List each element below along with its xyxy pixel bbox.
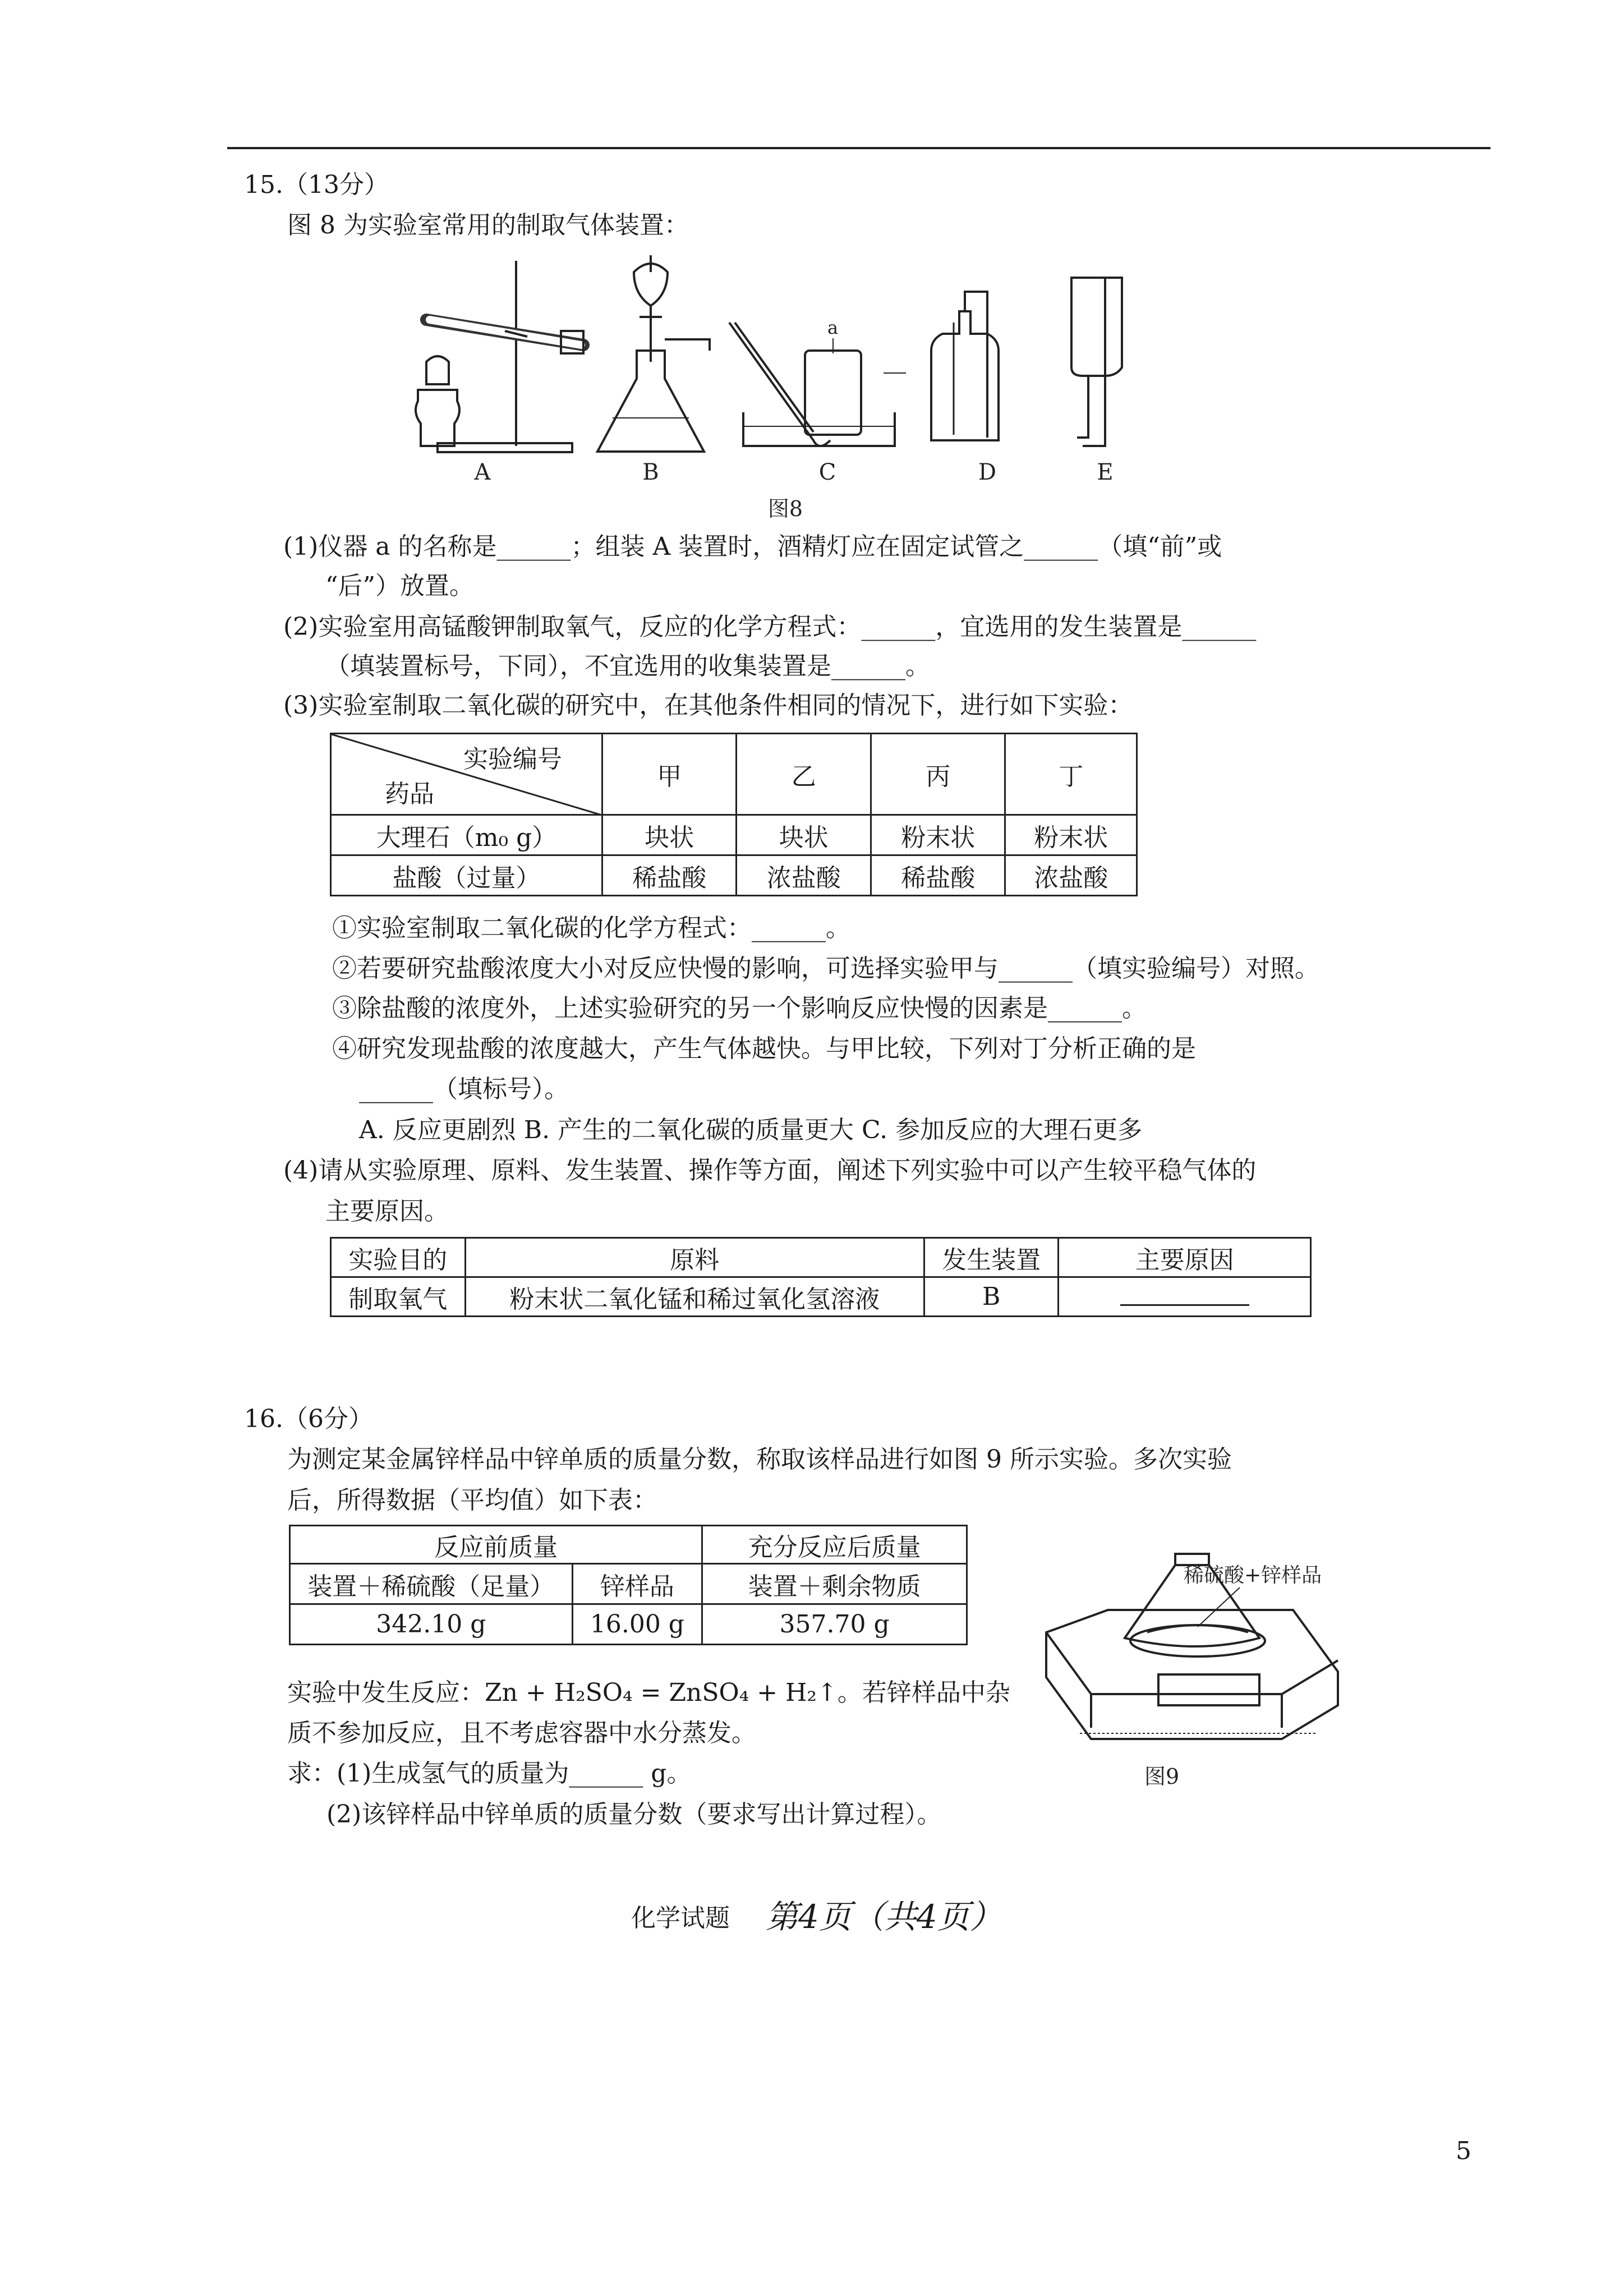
- q15-sub2: ②若要研究盐酸浓度大小对反应快慢的影响，可选择实验甲与______（填实验编号）对照。: [332, 954, 1319, 983]
- table1-diagonal-header: [331, 734, 602, 815]
- footer-handwritten: 第4页（共4页）: [766, 1898, 1002, 1936]
- table3-group1: 反应前质量: [290, 1526, 702, 1564]
- table2-header: 发生装置: [924, 1238, 1059, 1277]
- q15-p4-line1: (4)请从实验原理、原料、发生装置、操作等方面，阐述下列实验中可以产生较平稳气体的: [283, 1156, 1257, 1185]
- table3-sub: 装置＋稀硫酸（足量）: [290, 1564, 573, 1604]
- q15-options: A. 反应更剧烈 B. 产生的二氧化碳的质量更大 C. 参加反应的大理石更多: [359, 1116, 1143, 1144]
- q15-title: 15.（13分）: [244, 171, 389, 199]
- fig8-label-a: a: [827, 317, 839, 338]
- table2-cell: B: [924, 1277, 1059, 1317]
- fig8-label-C: C: [818, 459, 836, 485]
- q15-p2-line1: (2)实验室用高锰酸钾制取氧气，反应的化学方程式：______，宜选用的发生装置是______: [283, 613, 1257, 641]
- q16-ask1: 求：(1)生成氢气的质量为______ g。: [287, 1759, 692, 1788]
- table-oxygen-reason: [330, 1237, 1312, 1317]
- table-experiment-compare: [330, 733, 1138, 896]
- table1-cell: 稀盐酸: [602, 855, 737, 896]
- fig9-caption: 图9: [1144, 1764, 1180, 1789]
- q15-p1-line1: (1)仪器 a 的名称是______；组装 A 装置时，酒精灯应在固定试管之______（填“前”或: [283, 532, 1222, 561]
- table3-value: 357.70 g: [702, 1604, 967, 1645]
- q15-p4-line2: 主要原因。: [325, 1197, 449, 1226]
- table3-group2: 充分反应后质量: [702, 1526, 967, 1564]
- fig9-label: 稀硫酸+锌样品: [1184, 1564, 1322, 1587]
- fig8-label-A: A: [474, 459, 491, 485]
- fig8-label-D: D: [978, 459, 997, 485]
- table1-header: 乙: [737, 734, 871, 815]
- table1-cell: 块状: [737, 815, 871, 855]
- figure-9: [1035, 1548, 1349, 1812]
- table2-header: 原料: [465, 1238, 924, 1277]
- table3-value: 342.10 g: [290, 1604, 573, 1645]
- table2-cell: 粉末状二氧化锰和稀过氧化氢溶液: [465, 1277, 924, 1317]
- table1-cell: 浓盐酸: [1005, 855, 1137, 896]
- fig8-label-B: B: [642, 459, 659, 485]
- figure-8: [393, 255, 1189, 530]
- table1-cell: 粉末状: [871, 815, 1005, 855]
- table2-answer-cell: [1059, 1277, 1311, 1317]
- table-zinc-data: [289, 1525, 968, 1645]
- table2-cell: 制取氧气: [331, 1277, 466, 1317]
- q15-p2-line2: （填装置标号，下同），不宜选用的收集装置是______。: [325, 652, 930, 680]
- footer-printed: 化学试题: [631, 1904, 730, 1932]
- table3-value: 16.00 g: [572, 1604, 702, 1645]
- table1-diag-bottom: 药品: [385, 780, 434, 808]
- q16-ask2: (2)该锌样品中锌单质的质量分数（要求写出计算过程）。: [326, 1800, 942, 1829]
- table2-header: 主要原因: [1059, 1238, 1311, 1277]
- q16-intro-line1: 为测定某金属锌样品中锌单质的质量分数，称取该样品进行如图 9 所示实验。多次实验: [287, 1445, 1232, 1474]
- table1-cell: 浓盐酸: [737, 855, 871, 896]
- fig8-label-E: E: [1097, 459, 1114, 485]
- table3-sub: 装置＋剩余物质: [702, 1564, 967, 1604]
- table3-sub: 锌样品: [572, 1564, 702, 1604]
- q15-sub4-line1: ④研究发现盐酸的浓度越大，产生气体越快。与甲比较，下列对丁分析正确的是: [332, 1034, 1196, 1063]
- q15-p3-line1: (3)实验室制取二氧化碳的研究中，在其他条件相同的情况下，进行如下实验：: [283, 691, 1133, 720]
- q15-p1-line2: “后”）放置。: [325, 572, 474, 600]
- table1-cell: 稀盐酸: [871, 855, 1005, 896]
- q16-title: 16.（6分）: [244, 1405, 373, 1433]
- table1-cell: 块状: [602, 815, 737, 855]
- q16-intro-line2: 后，所得数据（平均值）如下表：: [287, 1486, 657, 1515]
- top-rule: [227, 147, 1490, 149]
- table1-header: 丙: [871, 734, 1005, 815]
- table2-header: 实验目的: [331, 1238, 466, 1277]
- table1-row-label: 盐酸（过量）: [331, 855, 602, 896]
- q15-sub4-line2: ______（填标号）。: [359, 1075, 569, 1103]
- table1-row-label: 大理石（m₀ g）: [331, 815, 602, 855]
- q16-reaction-line2: 质不参加反应，且不考虑容器中水分蒸发。: [287, 1719, 756, 1747]
- table1-header: 丁: [1005, 734, 1137, 815]
- table1-header: 甲: [602, 734, 737, 815]
- table1-cell: 粉末状: [1005, 815, 1137, 855]
- q16-reaction-line1: 实验中发生反应：Zn + H₂SO₄ = ZnSO₄ + H₂↑。若锌样品中杂: [287, 1678, 1010, 1707]
- page-number: 5: [1456, 2137, 1471, 2165]
- fig8-caption: 图8: [767, 496, 803, 521]
- table1-diag-top: 实验编号: [463, 745, 562, 774]
- q15-intro: 图 8 为实验室常用的制取气体装置：: [287, 211, 689, 240]
- q15-sub1: ①实验室制取二氧化碳的化学方程式：______。: [332, 914, 850, 942]
- q15-sub3: ③除盐酸的浓度外，上述实验研究的另一个影响反应快慢的因素是______。: [332, 994, 1147, 1023]
- answer-blank[interactable]: [1120, 1282, 1249, 1306]
